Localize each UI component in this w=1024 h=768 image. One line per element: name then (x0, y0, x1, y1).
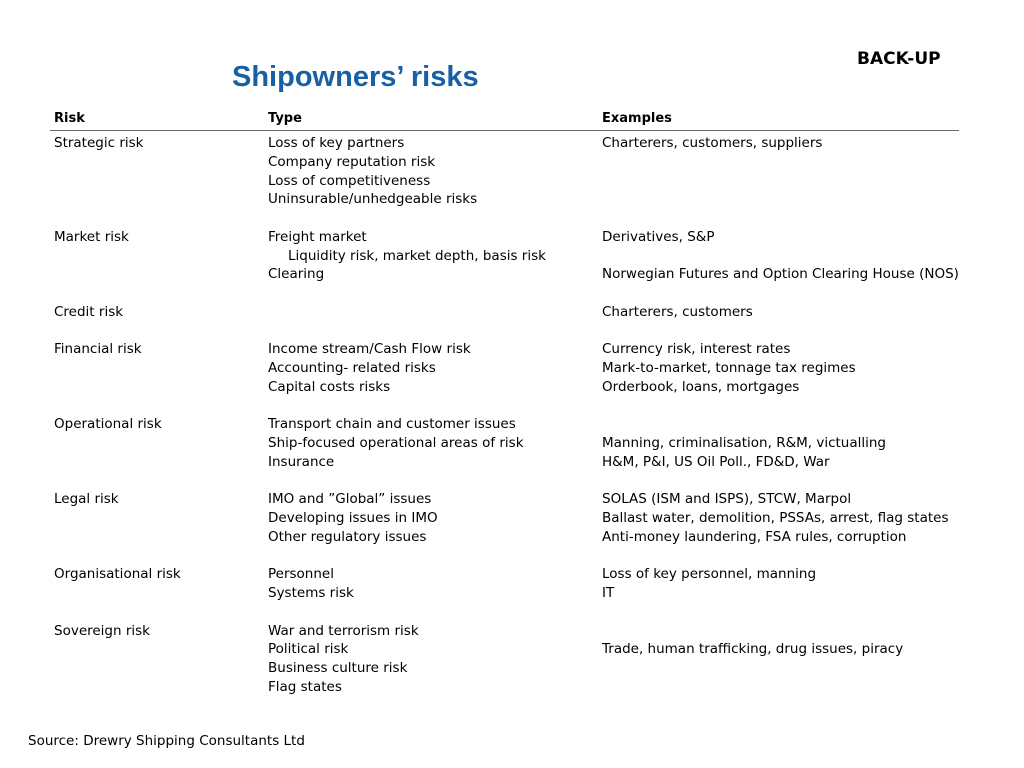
risk-example: Ballast water, demolition, PSSAs, arrest, flag states (602, 510, 949, 526)
risk-example: Loss of key personnel, manning (602, 566, 817, 583)
risk-type: IMO and ”Global” issues (268, 491, 432, 508)
risk-type: Ship-focused operational areas of risk (268, 435, 524, 451)
risk-example: Orderbook, loans, mortgages (602, 378, 800, 395)
source-note: Source: Drewry Shipping Consultants Ltd (28, 733, 305, 749)
risk-category: Organisational risk (54, 566, 181, 583)
risk-type: Other regulatory issues (268, 528, 427, 545)
risk-example: Currency risk, interest rates (602, 341, 791, 358)
risk-type: Freight market (268, 228, 367, 245)
risk-type: Loss of competitiveness (268, 172, 431, 189)
risk-category: Operational risk (54, 416, 162, 433)
risk-example: Charterers, customers (602, 303, 753, 320)
risk-type: Uninsurable/unhedgeable risks (268, 191, 478, 208)
risk-type: Flag states (268, 678, 342, 695)
column-header-type: Type (268, 111, 302, 126)
risk-example: Trade, human trafficking, drug issues, piracy (602, 641, 904, 658)
risk-type: Transport chain and customer issues (268, 416, 516, 433)
risk-type: Developing issues in IMO (268, 510, 438, 526)
risk-category: Sovereign risk (54, 622, 151, 639)
column-header-examples: Examples (602, 111, 672, 126)
risk-example: Anti-money laundering, FSA rules, corruption (602, 528, 907, 545)
risk-category: Market risk (54, 228, 129, 245)
header-divider (50, 130, 959, 131)
risk-example: Mark-to-market, tonnage tax regimes (602, 360, 856, 376)
risk-type: Business culture risk (268, 660, 408, 676)
page-title: Shipowners’ risks (232, 61, 479, 93)
risk-type: Liquidity risk, market depth, basis risk (288, 247, 546, 264)
risk-type: War and terrorism risk (268, 622, 419, 639)
risk-type: Insurance (268, 453, 335, 470)
risk-example: Charterers, customers, suppliers (602, 135, 823, 151)
risk-type: Political risk (268, 641, 349, 658)
risk-type: Loss of key partners (268, 135, 405, 151)
risk-example: Derivatives, S&P (602, 228, 715, 245)
risk-category: Strategic risk (54, 135, 144, 151)
risk-example: Norwegian Futures and Option Clearing House (NOS) (602, 266, 959, 283)
column-header-risk: Risk (54, 111, 85, 126)
risk-example: IT (602, 585, 615, 601)
risk-example: H&M, P&I, US Oil Poll., FD&D, War (602, 453, 830, 470)
risk-type: Accounting- related risks (268, 360, 436, 376)
risk-type: Income stream/Cash Flow risk (268, 341, 471, 358)
risk-example: SOLAS (ISM and ISPS), STCW, Marpol (602, 491, 852, 508)
risk-type: Personnel (268, 566, 334, 583)
risk-category: Legal risk (54, 491, 119, 508)
risk-category: Credit risk (54, 303, 124, 320)
risk-category: Financial risk (54, 341, 142, 358)
risk-type: Company reputation risk (268, 153, 436, 170)
risk-type: Clearing (268, 266, 325, 283)
risk-example: Manning, criminalisation, R&M, victualling (602, 435, 886, 451)
backup-badge: BACK-UP (857, 49, 941, 69)
risk-type: Capital costs risks (268, 378, 391, 395)
risk-type: Systems risk (268, 585, 354, 601)
